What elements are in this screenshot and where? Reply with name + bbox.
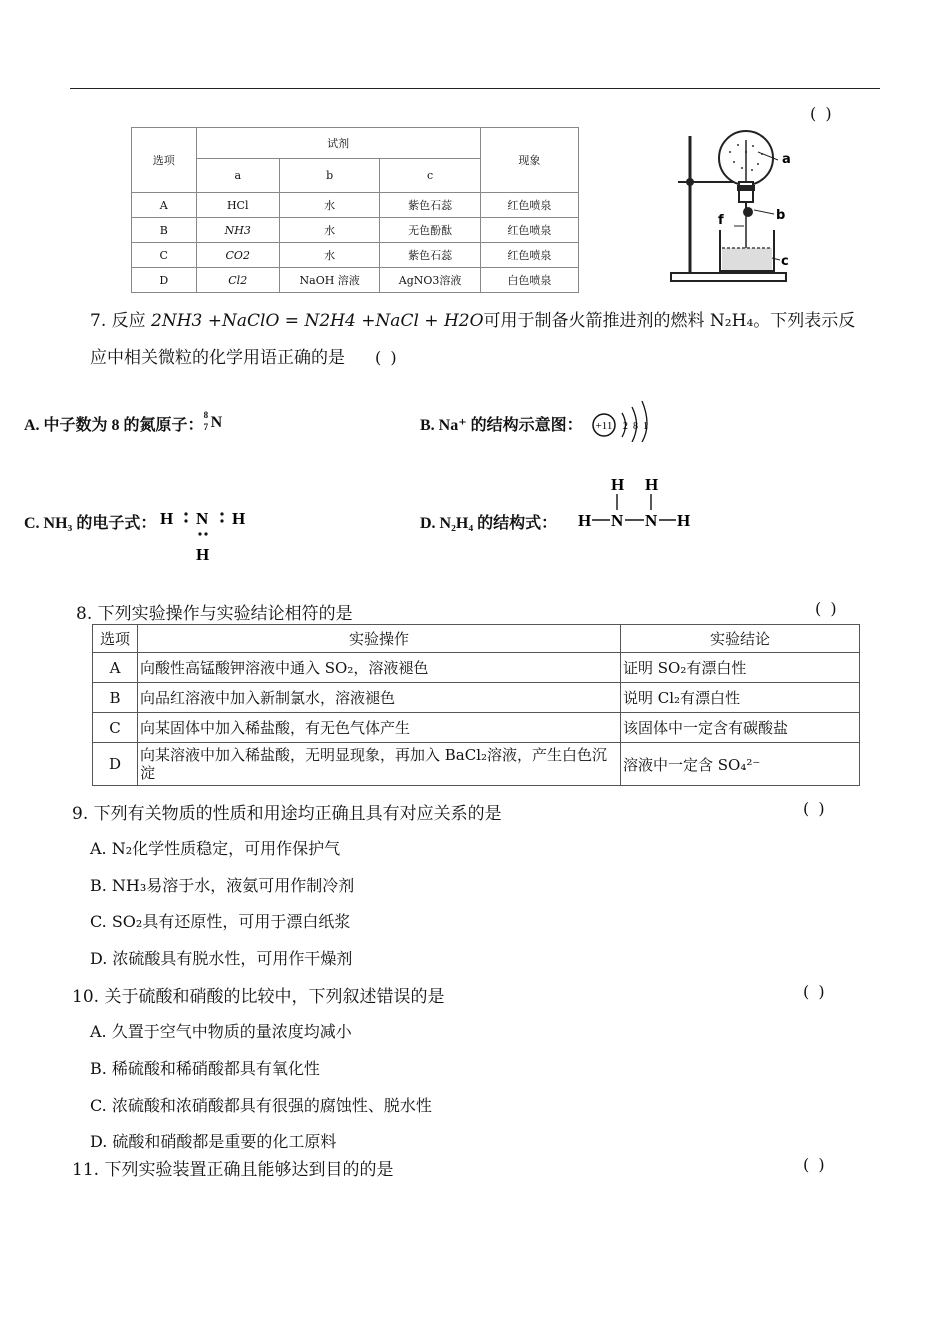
cell-phenomenon: 红色喷泉 (480, 243, 578, 268)
q7-equation: 2NH3 +NaClO = N2H4 +NaCl + H2O (151, 311, 484, 331)
cell-c: 无色酚酞 (380, 218, 480, 243)
shell-1-count: 2 (623, 421, 628, 432)
q6-header-c: c (380, 159, 480, 193)
label-c: c (781, 254, 789, 269)
q10-option-b: B. 稀硫酸和稀硝酸都具有氧化性 (90, 1059, 320, 1078)
q9-option-c: C. SO₂具有还原性，可用于漂白纸浆 (90, 912, 351, 931)
n2h4-structural-formula (578, 474, 698, 534)
q11-answer-paren: ( ) (803, 1155, 827, 1174)
q8-answer-paren: ( ) (815, 599, 839, 618)
nh3-electron-formula (158, 502, 254, 564)
cell-operation: 向某溶液中加入稀盐酸，无明显现象，再加入 BaCl₂溶液，产生白色沉淀 (138, 743, 621, 786)
atom-h-bottom: H (196, 545, 210, 564)
shell-3-count: 1 (643, 421, 648, 432)
cell-option: B (93, 683, 138, 713)
q6-table (131, 127, 579, 293)
cell-option: D (132, 268, 197, 293)
q7-option-c (24, 510, 156, 533)
header-rule (70, 88, 880, 89)
cell-option: A (132, 193, 197, 218)
q7-answer-paren: ( ) (375, 348, 399, 367)
q7-prefix: 7. 反应 (90, 311, 152, 331)
q11-title: 11. 下列实验装置正确且能够达到目的的是 (72, 1160, 394, 1180)
q7-option-d (420, 510, 557, 533)
atom-h-left: H (578, 511, 592, 530)
q10-option-d: D. 硫酸和硝酸都是重要的化工原料 (90, 1132, 337, 1151)
cell-option: C (93, 713, 138, 743)
cell-c: AgNO3溶液 (380, 268, 480, 293)
q7-option-b-label: B. Na⁺ 的结构示意图： (420, 417, 583, 434)
q9-option-b: B. NH₃易溶于水，液氨可用作制冷剂 (90, 876, 355, 895)
cell-operation: 向品红溶液中加入新制氯水，溶液褪色 (138, 683, 621, 713)
table-row (93, 713, 860, 743)
cell-option: A (93, 653, 138, 683)
cell-conclusion: 溶液中一定含 SO₄²⁻ (621, 743, 860, 786)
table-row (132, 193, 579, 218)
cell-a: CO2 (196, 243, 279, 268)
cell-operation: 向某固体中加入稀盐酸，有无色气体产生 (138, 713, 621, 743)
q10-answer-paren: ( ) (803, 982, 827, 1001)
fountain-apparatus-diagram (668, 130, 808, 286)
q7-option-c-label: C. NH₃ 的电子式： (24, 515, 157, 532)
q9-answer-paren: ( ) (803, 799, 827, 818)
q6-header-phenomenon: 现象 (480, 128, 578, 193)
cell-b: NaOH 溶液 (279, 268, 379, 293)
cell-b: 水 (279, 193, 379, 218)
cell-option: C (132, 243, 197, 268)
q9-title: 9. 下列有关物质的性质和用途均正确且具有对应关系的是 (72, 804, 502, 824)
atom-h-left: H (160, 509, 174, 528)
label-b: b (776, 208, 786, 223)
q7-option-b (420, 412, 583, 435)
q8-title: 8. 下列实验操作与实验结论相符的是 (76, 604, 353, 624)
cell-phenomenon: 红色喷泉 (480, 193, 578, 218)
shell-2-count: 8 (633, 421, 638, 432)
cell-conclusion: 该固体中一定含有碳酸盐 (621, 713, 860, 743)
cell-conclusion: 证明 SO₂有漂白性 (621, 653, 860, 683)
nuclide-atomic: 7 (203, 422, 209, 432)
q9-option-a: A. N₂化学性质稳定，可用作保护气 (90, 839, 341, 858)
q8-table (92, 624, 860, 786)
nucleus-charge: +11 (595, 420, 613, 432)
table-row (93, 683, 860, 713)
cell-option: D (93, 743, 138, 786)
q6-answer-paren: ( ) (810, 104, 834, 123)
cell-c: 紫色石蕊 (380, 193, 480, 218)
cell-a: NH3 (196, 218, 279, 243)
q6-header-reagent: 试剂 (196, 128, 480, 159)
atom-h-top-left: H (611, 475, 625, 494)
label-f: f (718, 213, 724, 228)
nuclide-mass: 8 (203, 410, 209, 420)
q7-line2-text: 应中相关微粒的化学用语正确的是 (90, 348, 345, 368)
q7-suffix: 可用于制备火箭推进剂的燃料 N₂H₄。下列表示反 (483, 311, 856, 331)
cell-a: Cl2 (196, 268, 279, 293)
cell-b: 水 (279, 218, 379, 243)
na-ion-structure-diagram (588, 398, 658, 442)
atom-n-right: N (645, 511, 658, 530)
table-row (132, 243, 579, 268)
cell-phenomenon: 白色喷泉 (480, 268, 578, 293)
label-a: a (782, 152, 791, 167)
atom-n-left: N (611, 511, 624, 530)
cell-conclusion: 说明 Cl₂有漂白性 (621, 683, 860, 713)
q8-header-option: 选项 (93, 625, 138, 653)
cell-a: HCl (196, 193, 279, 218)
q6-header-a: a (196, 159, 279, 193)
cell-phenomenon: 红色喷泉 (480, 218, 578, 243)
table-row (93, 743, 860, 786)
table-row (132, 218, 579, 243)
q7-line2 (90, 343, 399, 368)
q9-option-d: D. 浓硫酸具有脱水性，可用作干燥剂 (90, 949, 353, 968)
q6-header-b: b (279, 159, 379, 193)
q7-option-a-label: A. 中子数为 8 的氮原子： (24, 417, 204, 434)
table-row (132, 268, 579, 293)
atom-h-top-right: H (645, 475, 659, 494)
q8-header-operation: 实验操作 (138, 625, 621, 653)
q7-line1 (90, 306, 855, 331)
cell-option: B (132, 218, 197, 243)
cell-c: 紫色石蕊 (380, 243, 480, 268)
q10-option-a: A. 久置于空气中物质的量浓度均减小 (90, 1022, 352, 1041)
q6-header-option: 选项 (132, 128, 197, 193)
q10-option-c: C. 浓硫酸和浓硝酸都具有很强的腐蚀性、脱水性 (90, 1096, 432, 1115)
atom-h-right: H (677, 511, 691, 530)
q7-option-a (24, 412, 224, 435)
atom-h-right: H (232, 509, 246, 528)
cell-b: 水 (279, 243, 379, 268)
q10-title: 10. 关于硫酸和硝酸的比较中，下列叙述错误的是 (72, 987, 445, 1007)
cell-operation: 向酸性高锰酸钾溶液中通入 SO₂，溶液褪色 (138, 653, 621, 683)
q7-option-d-label: D. N₂H₄ 的结构式： (420, 515, 558, 532)
q8-header-conclusion: 实验结论 (621, 625, 860, 653)
nuclide-symbol: N (210, 414, 223, 431)
atom-n: N (196, 509, 209, 528)
table-row (93, 653, 860, 683)
